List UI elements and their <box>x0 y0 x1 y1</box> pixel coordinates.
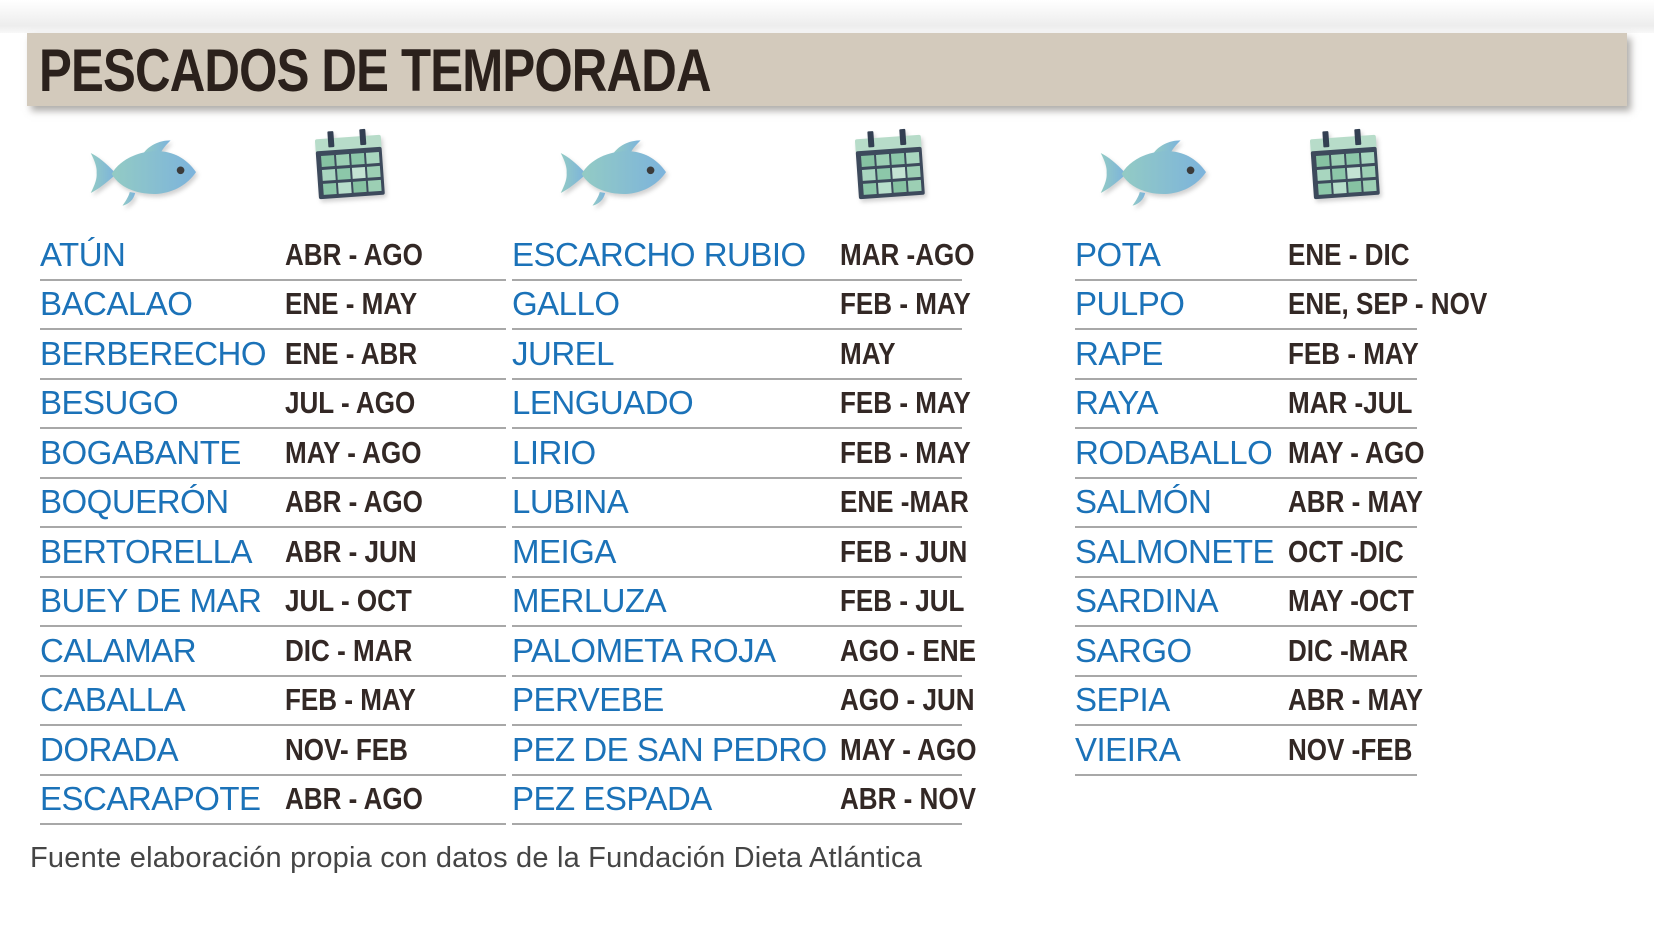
table-row <box>40 528 506 578</box>
table-row <box>1075 677 1424 727</box>
fish-name: SALMONETE <box>1075 532 1275 570</box>
season-range: NOV- FEB <box>285 731 408 767</box>
table-row <box>512 528 968 578</box>
season-range: ENE, SEP - NOV <box>1288 286 1488 322</box>
table-row <box>40 677 506 727</box>
fish-name: BUEY DE MAR <box>40 582 262 620</box>
fish-name: CABALLA <box>40 681 186 719</box>
table-row <box>1075 479 1424 529</box>
season-range: MAY - AGO <box>285 434 422 470</box>
season-range: ENE - MAY <box>285 286 418 322</box>
season-range: ENE -MAR <box>840 484 969 520</box>
season-range: DIC -MAR <box>1288 632 1409 668</box>
fish-icon <box>558 138 676 208</box>
season-table-column-2 <box>512 231 977 825</box>
season-range: MAY -OCT <box>1288 583 1414 619</box>
season-range: FEB - MAY <box>840 385 971 421</box>
fish-icon <box>88 138 206 208</box>
table-row <box>1075 281 1488 331</box>
fish-name: SARDINA <box>1075 582 1219 620</box>
fish-name: BOQUERÓN <box>40 483 229 521</box>
table-row <box>40 776 506 826</box>
season-range: MAR -AGO <box>840 236 975 272</box>
fish-name: MEIGA <box>512 532 616 570</box>
table-row <box>40 380 506 430</box>
fish-name: PULPO <box>1075 285 1185 323</box>
table-row <box>1075 330 1417 380</box>
season-range: OCT -DIC <box>1288 533 1404 569</box>
season-range: ABR - NOV <box>840 781 976 817</box>
fish-name: RAYA <box>1075 384 1158 422</box>
season-range: ABR - JUN <box>285 533 417 569</box>
fish-name: MERLUZA <box>512 582 667 620</box>
fish-name: PERVEBE <box>512 681 664 719</box>
season-range: ENE - DIC <box>1288 236 1410 272</box>
fish-name: SARGO <box>1075 631 1192 669</box>
table-row <box>512 429 971 479</box>
table-row <box>40 726 506 776</box>
season-range: FEB - MAY <box>285 682 416 718</box>
season-range: AGO - JUN <box>840 682 975 718</box>
season-range: FEB - MAY <box>840 286 971 322</box>
season-range: ENE - ABR <box>285 335 418 371</box>
fish-name: BESUGO <box>40 384 179 422</box>
season-range: JUL - AGO <box>285 385 416 421</box>
season-range: ABR - AGO <box>285 236 423 272</box>
season-range: ABR - AGO <box>285 781 423 817</box>
table-row <box>512 479 969 529</box>
season-range: DIC - MAR <box>285 632 413 668</box>
fish-name: RAPE <box>1075 334 1163 372</box>
fish-name: SEPIA <box>1075 681 1170 719</box>
table-row <box>512 776 976 826</box>
table-row <box>40 627 506 677</box>
fish-name: PEZ ESPADA <box>512 780 712 818</box>
table-row <box>40 429 506 479</box>
season-range: MAY <box>840 335 896 371</box>
season-table-column-3 <box>1075 231 1488 776</box>
fish-name: BOGABANTE <box>40 433 241 471</box>
fish-name: VIEIRA <box>1075 730 1181 768</box>
season-range: NOV -FEB <box>1288 731 1413 767</box>
fish-name: CALAMAR <box>40 631 197 669</box>
fish-name: PEZ DE SAN PEDRO <box>512 730 827 768</box>
season-range: AGO - ENE <box>840 632 977 668</box>
fish-name: DORADA <box>40 730 179 768</box>
season-range: MAY - AGO <box>1288 434 1425 470</box>
table-row <box>1075 380 1417 430</box>
table-row <box>512 627 977 677</box>
fish-name: JUREL <box>512 334 615 372</box>
calendar-icon <box>1303 127 1387 211</box>
table-row <box>40 330 506 380</box>
table-row <box>40 578 506 628</box>
fish-name: LUBINA <box>512 483 629 521</box>
season-range: MAY - AGO <box>840 731 977 767</box>
season-range: JUL - OCT <box>285 583 412 619</box>
fish-name: BERTORELLA <box>40 532 253 570</box>
table-row <box>40 231 506 281</box>
fish-icon <box>1098 138 1216 208</box>
table-row <box>512 726 977 776</box>
fish-name: LIRIO <box>512 433 596 471</box>
fish-name: BACALAO <box>40 285 193 323</box>
fish-name: RODABALLO <box>1075 433 1273 471</box>
table-row <box>1075 528 1417 578</box>
season-range: FEB - JUL <box>840 583 965 619</box>
fish-name: SALMÓN <box>1075 483 1212 521</box>
calendar-icon <box>308 127 392 211</box>
table-row <box>512 677 975 727</box>
header-banner <box>27 33 1627 106</box>
season-range: FEB - JUN <box>840 533 968 569</box>
calendar-icon <box>848 127 932 211</box>
table-row <box>1075 726 1417 776</box>
table-row <box>1075 231 1417 281</box>
fish-name: BERBERECHO <box>40 334 267 372</box>
table-row <box>40 281 506 331</box>
fish-name: ESCARCHO RUBIO <box>512 235 806 273</box>
table-row <box>512 578 965 628</box>
season-range: MAR -JUL <box>1288 385 1413 421</box>
season-range: FEB - MAY <box>840 434 971 470</box>
source-attribution: Fuente elaboración propia con datos de la Fundación Dieta Atlántica <box>30 842 923 874</box>
top-fade <box>0 0 1654 33</box>
table-row <box>512 231 975 281</box>
table-row <box>1075 627 1417 677</box>
fish-name: ATÚN <box>40 235 126 273</box>
fish-name: LENGUADO <box>512 384 694 422</box>
table-row <box>1075 429 1425 479</box>
season-table-column-1 <box>40 231 506 825</box>
table-row <box>512 380 971 430</box>
season-range: ABR - MAY <box>1288 682 1424 718</box>
fish-name: GALLO <box>512 285 620 323</box>
table-row <box>40 479 506 529</box>
table-row <box>512 330 962 380</box>
season-range: ABR - MAY <box>1288 484 1424 520</box>
season-range: ABR - AGO <box>285 484 423 520</box>
fish-name: PALOMETA ROJA <box>512 631 776 669</box>
season-range: FEB - MAY <box>1288 335 1419 371</box>
page-title: PESCADOS DE TEMPORADA <box>39 37 711 104</box>
fish-name: POTA <box>1075 235 1161 273</box>
fish-name: ESCARAPOTE <box>40 780 261 818</box>
table-row <box>512 281 971 331</box>
table-row <box>1075 578 1417 628</box>
